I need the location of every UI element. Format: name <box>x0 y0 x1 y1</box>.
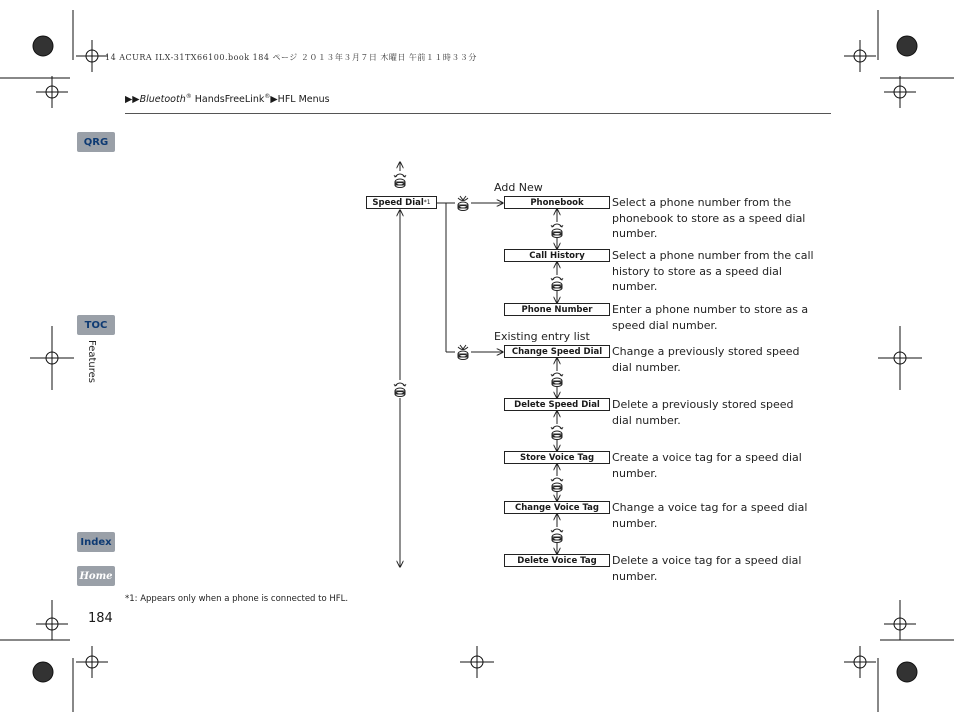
menu-item-phone-number[interactable]: Phone Number <box>504 303 610 316</box>
speed-dial-label: Speed Dial <box>372 197 424 208</box>
selector-knob-press-icon <box>458 196 468 211</box>
breadcrumb-separator: ▶ <box>270 94 278 106</box>
index-tab[interactable]: Index <box>77 532 115 552</box>
menu-item-description: Change a voice tag for a speed dial number. <box>612 501 808 530</box>
selector-knob-rotate-icon <box>551 426 563 440</box>
selector-knob-rotate-icon <box>551 478 563 492</box>
selector-knob-rotate-icon <box>551 224 563 238</box>
selector-knob-rotate-icon <box>551 529 563 543</box>
registered-mark: ® <box>185 93 192 100</box>
menu-item-change-speed-dial[interactable]: Change Speed Dial <box>504 345 610 358</box>
qrg-tab[interactable]: QRG <box>77 132 115 152</box>
existing-entry-label: Existing entry list <box>494 330 590 343</box>
menu-item-phonebook[interactable]: Phonebook <box>504 196 610 209</box>
menu-item-description: Enter a phone number to store as a speed dial number. <box>612 303 809 332</box>
speed-dial-box[interactable] <box>366 196 437 209</box>
selector-knob-rotate-icon <box>394 383 406 397</box>
breadcrumb-hfl-menus[interactable]: HFL Menus <box>277 94 330 106</box>
section-label: Features <box>86 340 97 383</box>
selector-knob-press-icon <box>458 345 468 360</box>
menu-item-description: Change a previously stored speed dial number. <box>612 345 800 374</box>
selector-knob-rotate-icon <box>394 174 406 188</box>
registered-mark: ® <box>264 93 271 100</box>
menu-item-change-voice-tag[interactable]: Change Voice Tag <box>504 501 610 514</box>
menu-item-description: Create a voice tag for a speed dial number. <box>612 451 802 480</box>
breadcrumb-arrows: ▶▶ <box>125 94 140 106</box>
footnote-ref: *1 <box>423 199 431 206</box>
menu-item-call-history[interactable]: Call History <box>504 249 610 262</box>
menu-item-description: Delete a previously stored speed dial number. <box>612 398 794 427</box>
menu-item-description: Select a phone number from the call history to store as a speed dial number. <box>612 249 814 293</box>
menu-item-delete-voice-tag[interactable]: Delete Voice Tag <box>504 554 610 567</box>
menu-item-delete-speed-dial[interactable]: Delete Speed Dial <box>504 398 610 411</box>
breadcrumb-handsfreelink[interactable]: HandsFreeLink <box>191 94 265 106</box>
selector-knob-rotate-icon <box>551 277 563 291</box>
print-metadata: 14 ACURA ILX-31TX66100.book 184 ページ ２０１３年３月７日 木曜日 午前１１時３３分 <box>105 53 477 62</box>
add-new-label: Add New <box>494 181 543 194</box>
home-tab[interactable]: Home <box>77 566 115 586</box>
breadcrumb-bluetooth[interactable]: Bluetooth <box>139 94 186 106</box>
selector-knob-rotate-icon <box>551 373 563 387</box>
menu-item-description: Select a phone number from the phonebook to store as a speed dial number. <box>612 196 806 240</box>
menu-item-description: Delete a voice tag for a speed dial number. <box>612 554 802 583</box>
page-number: 184 <box>88 611 113 626</box>
footnote: *1: Appears only when a phone is connected to HFL. <box>125 594 349 604</box>
toc-tab[interactable]: TOC <box>77 315 115 335</box>
menu-item-store-voice-tag[interactable]: Store Voice Tag <box>504 451 610 464</box>
